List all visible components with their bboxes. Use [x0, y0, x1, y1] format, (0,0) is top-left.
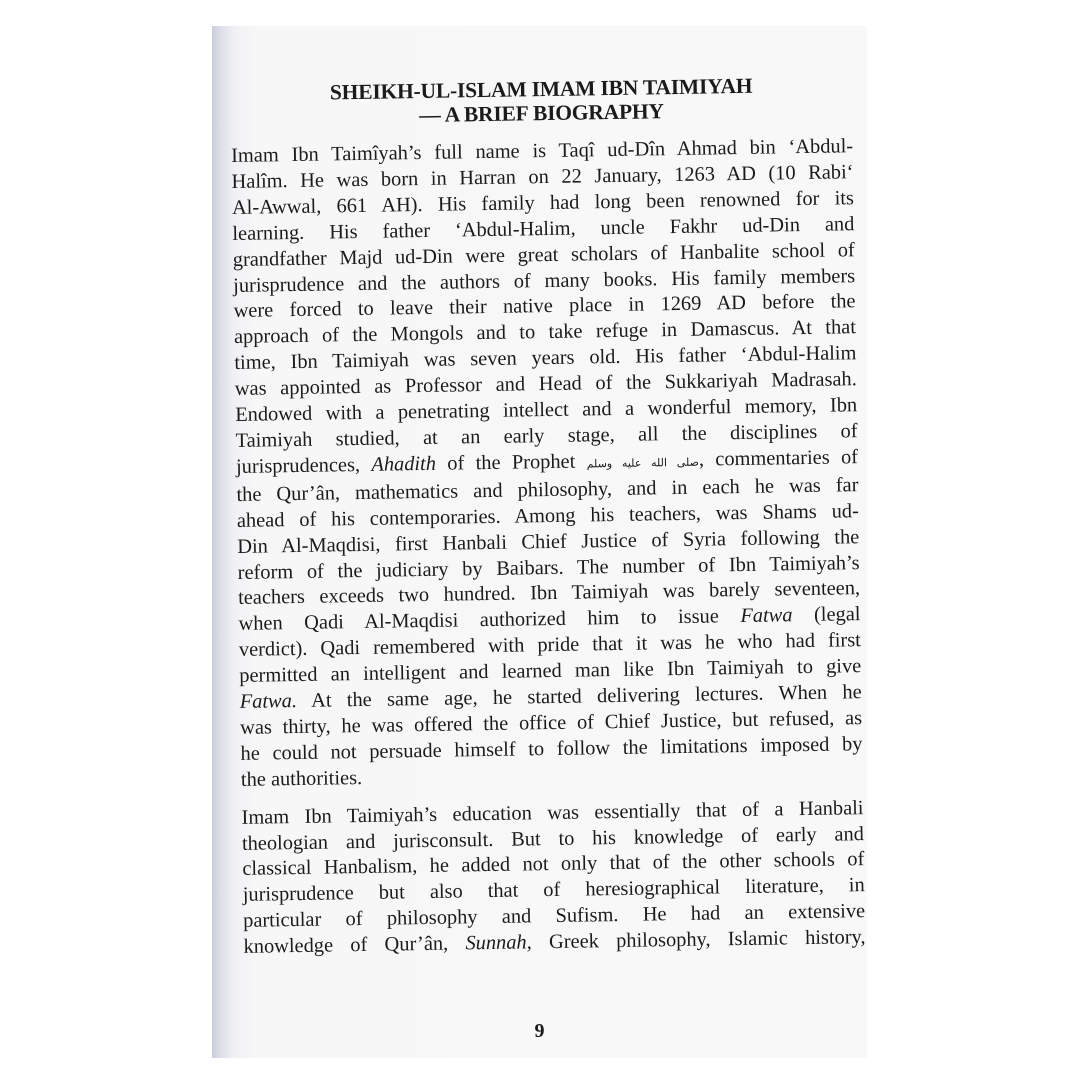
text-line: particular of philosophy and Sufism. He had an extensive	[243, 900, 866, 933]
text-line: Al-Awwal, 661 AH). His family had long been renowned for its	[231, 187, 855, 219]
text-line: Fatwa. At the same age, he started delivering lectures. When he	[239, 681, 862, 713]
text-line: learning. His father ‘Abdul-Halim, uncle Fakhr ud-Din and	[232, 212, 855, 245]
text-line: were forced to leave their native place in 1269 AD before the	[233, 290, 856, 323]
text-line: jurisprudence and the authors of many books. His family members	[233, 264, 856, 297]
page-number: 9	[534, 1020, 545, 1042]
italic-term: Sunnah,	[465, 931, 532, 955]
text-line: teachers exceeds two hundred. Ibn Taimiyah was barely seventeen,	[237, 577, 861, 610]
text-line: the authorities.	[240, 766, 363, 791]
text-line: when Qadi Al-Maqdisi authorized him to issue Fatwa (legal	[238, 603, 861, 636]
text-line: permitted an intelligent and learned man like Ibn Taimiyah to give	[239, 655, 862, 688]
paragraph-1	[231, 134, 863, 793]
text-line: knowledge of Qur’ân, Sunnah, Greek philosophy, Islamic history,	[243, 926, 866, 959]
title-line-1: SHEIKH-UL-ISLAM IMAM IBN TAIMIYAH	[329, 73, 753, 105]
text-line: ahead of his contemporaries. Among his teachers, was Shams ud-	[236, 499, 859, 532]
text-line: theologian and jurisconsult. But to his knowledge of early and	[241, 822, 865, 855]
text-line: Endowed with a penetrating intellect and a wonderful memory, Ibn	[235, 394, 858, 427]
text-line: verdict). Qadi remembered with pride that it was he who had first	[238, 629, 862, 662]
text-line: time, Ibn Taimiyah was seven years old. His father ‘Abdul-Halim	[234, 342, 857, 375]
title-line-2: — A BRIEF BIOGRAPHY	[419, 99, 664, 128]
text-line: Halîm. He was born in Harran on 22 January, 1263 AD (10 Rabi‘	[231, 161, 854, 193]
text-line: jurisprudences, Ahadith of the Prophet صلى الله عليه وسلم, commentaries of	[235, 446, 859, 478]
italic-term: Fatwa	[740, 604, 793, 628]
page-content	[230, 72, 866, 961]
page-title	[230, 72, 853, 130]
text-line: classical Hanbalism, he added not only that of the other schools of	[242, 848, 865, 881]
text-line: approach of the Mongols and to take refuge in Damascus. At that	[233, 316, 857, 349]
arabic-honorific: صلى الله عليه وسلم	[586, 455, 700, 471]
text-line: he could not persuade himself to follow the limitations imposed by	[240, 732, 863, 765]
text-line: was appointed as Professor and Head of the Sukkariyah Madrasah.	[234, 368, 857, 401]
text-line: the Qur’ân, mathematics and philosophy, and in each he was far	[236, 473, 859, 506]
italic-term: Ahadith	[371, 452, 437, 476]
text-line: Taimiyah studied, at an early stage, all the disciplines of	[235, 420, 858, 452]
paragraph-2	[241, 796, 865, 961]
text-line: was thirty, he was offered the office of Chief Justice, but refused, as	[239, 707, 863, 739]
text-line: reform of the judiciary by Baibars. The number of Ibn Taimiyah’s	[237, 551, 860, 584]
book-page	[212, 26, 867, 1058]
italic-term: Fatwa.	[239, 690, 298, 713]
text-line: Imam Ibn Taimîyah’s full name is Taqî ud-Dîn Ahmad bin ‘Abdul-	[230, 135, 854, 167]
text-line: Imam Ibn Taimiyah’s education was essentially that of a Hanbali	[241, 796, 864, 829]
text-line: jurisprudence but also that of heresiographical literature, in	[242, 874, 865, 907]
text-line: grandfather Majd ud-Din were great scholars of Hanbalite school of	[232, 238, 855, 271]
text-line: Din Al-Maqdisi, first Hanbali Chief Justice of Syria following the	[237, 525, 860, 558]
